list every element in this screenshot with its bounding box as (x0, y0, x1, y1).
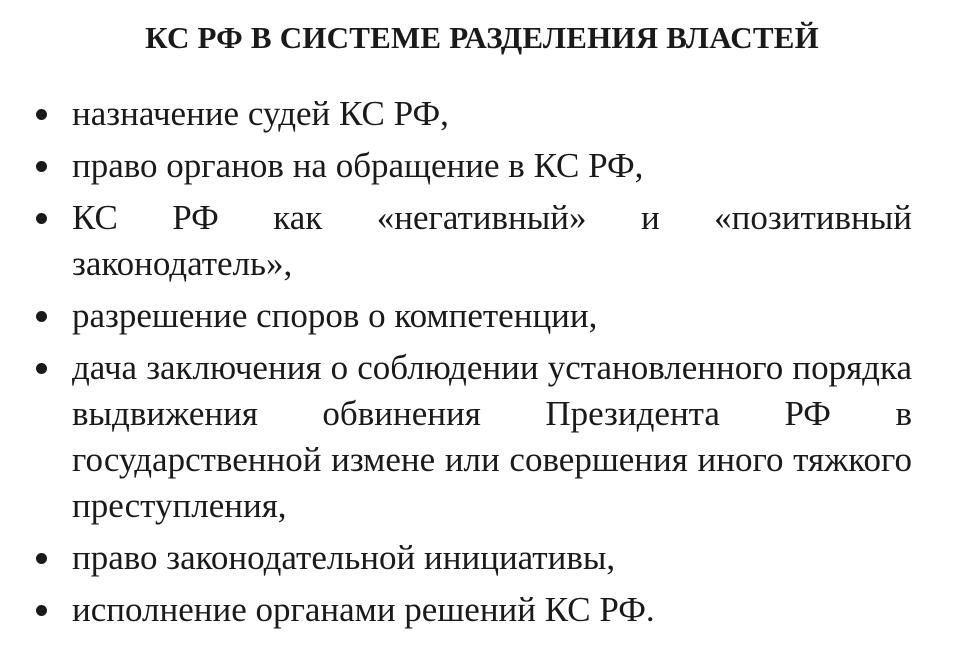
list-item (32, 293, 912, 339)
slide-title: КС РФ В СИСТЕМЕ РАЗДЕЛЕНИЯ ВЛАСТЕЙ (145, 20, 819, 55)
list-item-text: назначение судей КС РФ, (72, 94, 449, 133)
list-item (32, 143, 912, 189)
bullet-list (32, 91, 912, 639)
list-item-text: дача заключения о соблюдении установленного порядка выдвижения обвинения Президента РФ в государственной измене или совершения иного тяжкого преступления, (72, 348, 912, 525)
list-item (32, 195, 912, 287)
list-item-text: разрешение споров о компетенции, (72, 296, 598, 335)
bullet-icon (36, 161, 47, 172)
list-item (32, 535, 912, 581)
list-item-text: КС РФ как «негативный» и «позитивный законодатель», (72, 198, 912, 283)
list-item (32, 587, 912, 633)
list-item-text: исполнение органами решений КС РФ. (72, 590, 655, 629)
bullet-icon (36, 363, 47, 374)
list-item-text: право законодательной инициативы, (72, 538, 616, 577)
bullet-icon (36, 605, 47, 616)
bullet-icon (36, 109, 47, 120)
list-item (32, 345, 912, 529)
bullet-icon (36, 213, 47, 224)
bullet-icon (36, 311, 47, 322)
list-item-text: право органов на обращение в КС РФ, (72, 146, 644, 185)
list-item (32, 91, 912, 137)
bullet-icon (36, 553, 47, 564)
